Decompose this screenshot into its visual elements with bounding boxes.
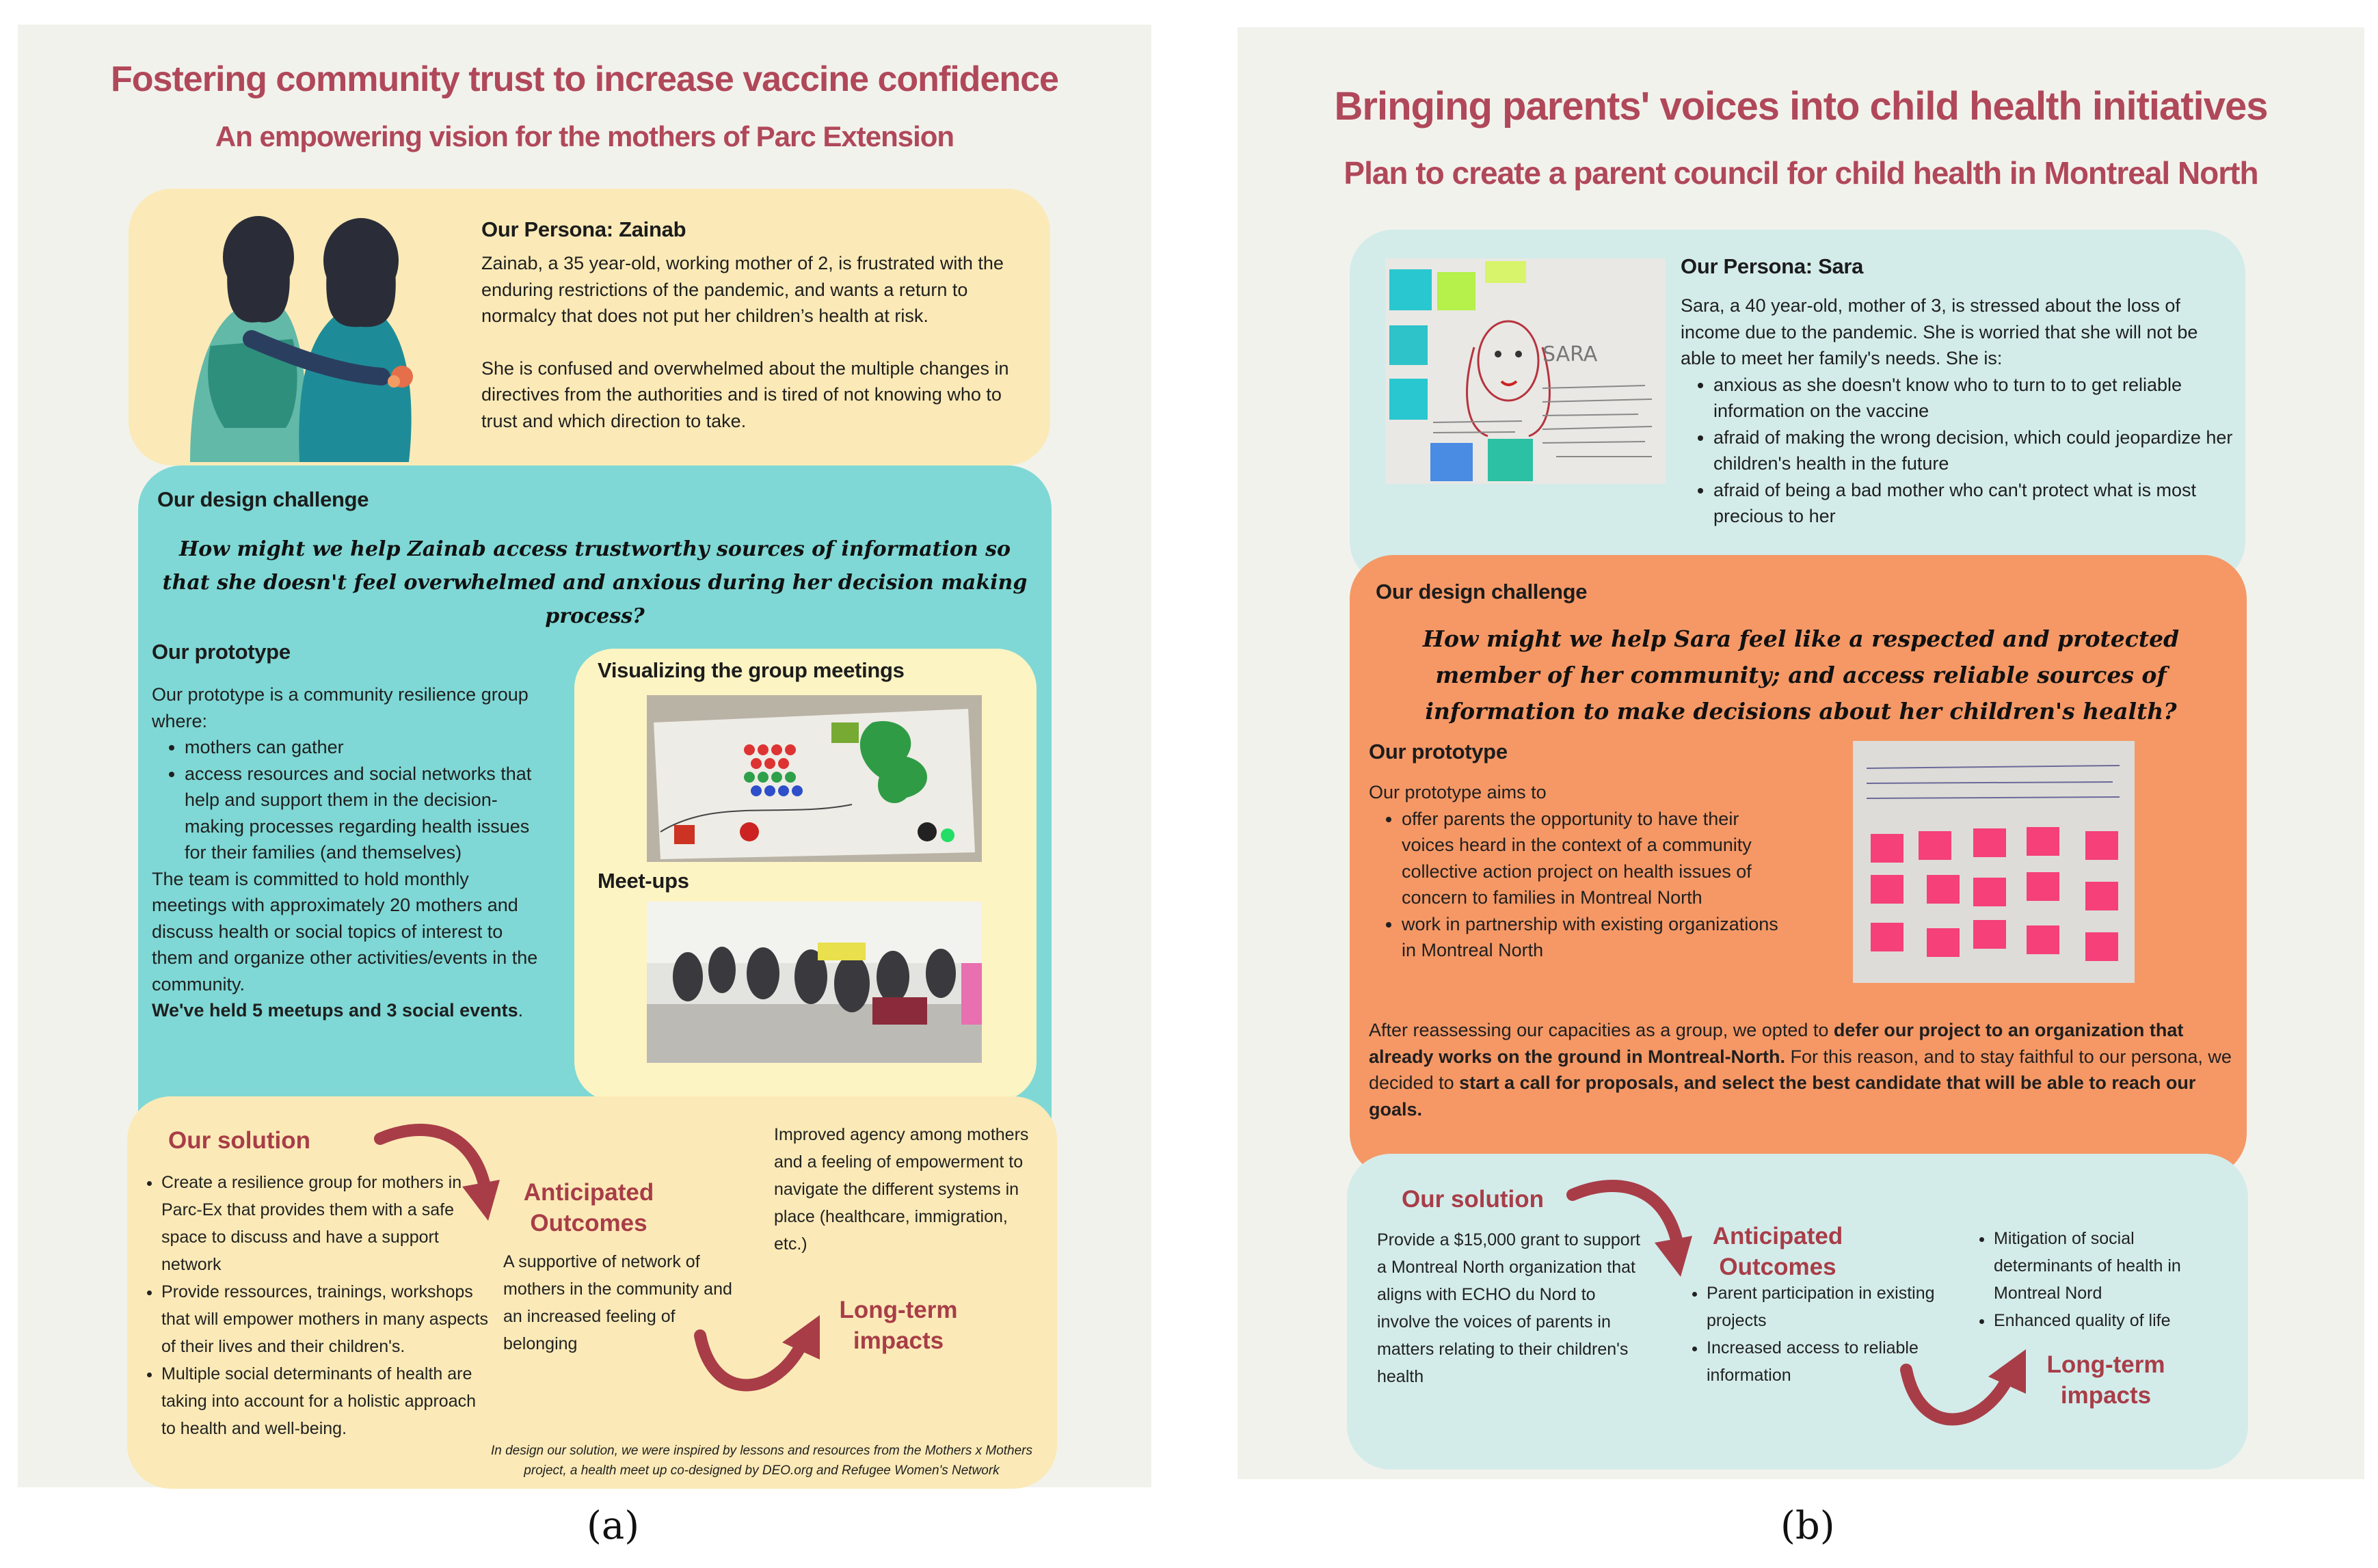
prototype-results xyxy=(152,997,542,1024)
persona-block-b xyxy=(1350,230,2245,585)
solution-bullet: • Provide ressources, trainings, workshops that will empower mothers in many aspects of their lives and their children's. xyxy=(161,1278,490,1360)
solution-block xyxy=(127,1096,1057,1489)
prototype-bullet-b: • work in partnership with existing organizations in Montreal North xyxy=(1402,911,1779,964)
solution-bullet: • Multiple social determinants of health are taking into account for a holistic approach to health and well-being. xyxy=(161,1360,490,1442)
outcome-bullet-b: • Increased access to reliable information xyxy=(1707,1334,1955,1389)
persona-bullet-b: • anxious as she doesn't know who to turn to to get reliable information on the vaccine xyxy=(1713,372,2234,424)
solution-block-b xyxy=(1347,1154,2248,1470)
meetups-heading: Meet-ups xyxy=(598,869,689,893)
design-challenge-block-b xyxy=(1350,555,2247,1177)
outcomes-heading-b: Anticipated Outcomes xyxy=(1712,1223,1843,1280)
prototype-bullet: • access resources and social networks that help and support them in the decision-making processes regarding health issues for their families (and themselves) xyxy=(185,761,542,866)
mothers-illustration xyxy=(163,202,423,462)
design-challenge-heading-b: Our design challenge xyxy=(1376,580,1588,604)
design-challenge-block xyxy=(138,465,1052,1159)
impacts-heading: Long-term impacts xyxy=(839,1297,958,1354)
outcome-bullet-b: • Parent participation in existing projects xyxy=(1707,1280,1955,1334)
design-challenge-question-b: How might we help Sara feel like a respected and protected member of her community; and access reliable sources of information to make decisions about her children's health? xyxy=(1422,625,2180,725)
outcomes-text: A supportive of network of mothers in the community and an increased feeling of belonging xyxy=(503,1252,732,1353)
decision-bold-2: start a call for proposals, and select the best candidate that will be able to reach our goals. xyxy=(1369,1072,2196,1120)
curved-arrow-up-icon-b xyxy=(1899,1336,2036,1445)
prototype-text xyxy=(152,681,542,1024)
visualizing-heading: Visualizing the group meetings xyxy=(598,658,905,682)
poster-a-title: Fostering community trust to increase vaccine confidence xyxy=(111,59,1058,99)
sketch-label: SARA xyxy=(1542,342,1598,366)
prototype-intro-b: Our prototype aims to xyxy=(1369,782,1547,802)
prototype-results-period: . xyxy=(518,1000,524,1020)
caption-b: (b) xyxy=(1780,1504,1835,1548)
prototype-commitment: The team is committed to hold monthly meetings with approximately 20 mothers and discuss health or social topics of interest to them and organize other activities/events in the community. xyxy=(152,868,538,995)
solution-bullet: • Create a resilience group for mothers in Parc-Ex that provides them with a safe space to discuss and have a support network xyxy=(161,1169,490,1278)
solution-heading: Our solution xyxy=(168,1127,311,1154)
poster-a-subtitle: An empowering vision for the mothers of Parc Extension xyxy=(215,120,954,152)
decision-text-2: For this reason, and to stay faithful to our persona, we decided to xyxy=(1369,1046,2232,1093)
solution-text-b: Provide a $15,000 grant to support a Montreal North organization that aligns with ECHO du Nord to involve the voices of parents in matters relating to their children's health xyxy=(1377,1230,1640,1386)
solution-heading-b: Our solution xyxy=(1402,1186,1545,1213)
design-challenge-question: How might we help Zainab access trustworthy sources of information so that she doesn't feel overwhelmed and anxious during her decision making process? xyxy=(162,537,1028,628)
design-challenge-heading: Our design challenge xyxy=(157,487,369,511)
persona-heading: Our Persona: Zainab xyxy=(481,217,686,241)
prototype-intro: Our prototype is a community resilience group where: xyxy=(152,684,529,731)
persona-heading-b: Our Persona: Sara xyxy=(1681,254,1864,278)
sticky-notes-photo xyxy=(1853,741,2135,983)
persona-intro-b: Sara, a 40 year-old, mother of 3, is stressed about the loss of income due to the pandemic. She is worried that she will not be able to meet her family's needs. She is: xyxy=(1681,295,2198,368)
prototype-text-b xyxy=(1369,779,1779,964)
impacts-text: Improved agency among mothers and a feeling of empowerment to navigate the different systems in place (healthcare, immigration, etc.) xyxy=(774,1125,1029,1254)
group-meeting-photo xyxy=(647,695,982,862)
persona-bullet-b: • afraid of making the wrong decision, which could jeopardize her children's health in the future xyxy=(1713,424,2234,477)
persona-sketch xyxy=(1385,258,1666,484)
persona-block xyxy=(129,189,1050,465)
persona-text-b xyxy=(1681,293,2234,530)
persona-bullet-b: • afraid of being a bad mother who can't protect what is most precious to her xyxy=(1713,477,2234,530)
solution-list xyxy=(134,1169,490,1442)
decision-bold-1: defer our project to an organization that already works on the ground in Montreal-North. xyxy=(1369,1020,2184,1067)
curved-arrow-up-icon xyxy=(693,1301,830,1411)
prototype-bullet-b: • offer parents the opportunity to have their voices heard in the context of a community collective action project on health issues of concern to families in Montreal North xyxy=(1402,806,1779,911)
prototype-heading: Our prototype xyxy=(152,640,291,664)
decision-paragraph xyxy=(1369,1017,2237,1122)
persona-text xyxy=(481,250,1035,434)
prototype-bullet-list xyxy=(152,734,542,866)
meetup-photo xyxy=(647,902,982,1063)
prototype-bullet-list-b xyxy=(1369,806,1779,964)
poster-a xyxy=(18,25,1151,1487)
persona-paragraph-2: She is confused and overwhelmed about the multiple changes in directives from the authorities and is tired of not knowing who to trust and which direction to take. xyxy=(481,357,1009,431)
prototype-heading-b: Our prototype xyxy=(1369,740,1508,763)
decision-text-1: After reassessing our capacities as a group, we opted to xyxy=(1369,1020,1834,1040)
prototype-results-bold: We've held 5 meetups and 3 social events xyxy=(152,1000,518,1020)
footnote: In design our solution, we were inspired by lessons and resources from the Mothers x Mothers project, a health meet up co-designed by DEO.org and Refugee Women's Network xyxy=(490,1444,1033,1478)
caption-a: (a) xyxy=(587,1504,640,1548)
prototype-bullet: • mothers can gather xyxy=(185,734,542,761)
persona-paragraph-1: Zainab, a 35 year-old, working mother of 2, is frustrated with the enduring restrictions of the pandemic, and wants a return to normalcy that does not put her children’s health at risk. xyxy=(481,253,1004,326)
outcomes-heading: Anticipated Outcomes xyxy=(523,1179,654,1236)
impacts-list-b xyxy=(1969,1225,2229,1334)
poster-b-title: Bringing parents' voices into child health initiatives xyxy=(1334,84,2268,129)
poster-b xyxy=(1238,27,2364,1479)
visualizing-box xyxy=(574,649,1037,1101)
impact-bullet-b: • Enhanced quality of life xyxy=(1994,1307,2229,1334)
impact-bullet-b: • Mitigation of social determinants of health in Montreal Nord xyxy=(1994,1225,2229,1307)
impacts-heading-b: Long-term impacts xyxy=(2046,1351,2165,1409)
poster-b-subtitle: Plan to create a parent council for child health in Montreal North xyxy=(1344,155,2258,191)
persona-bullet-list-b xyxy=(1681,372,2234,530)
